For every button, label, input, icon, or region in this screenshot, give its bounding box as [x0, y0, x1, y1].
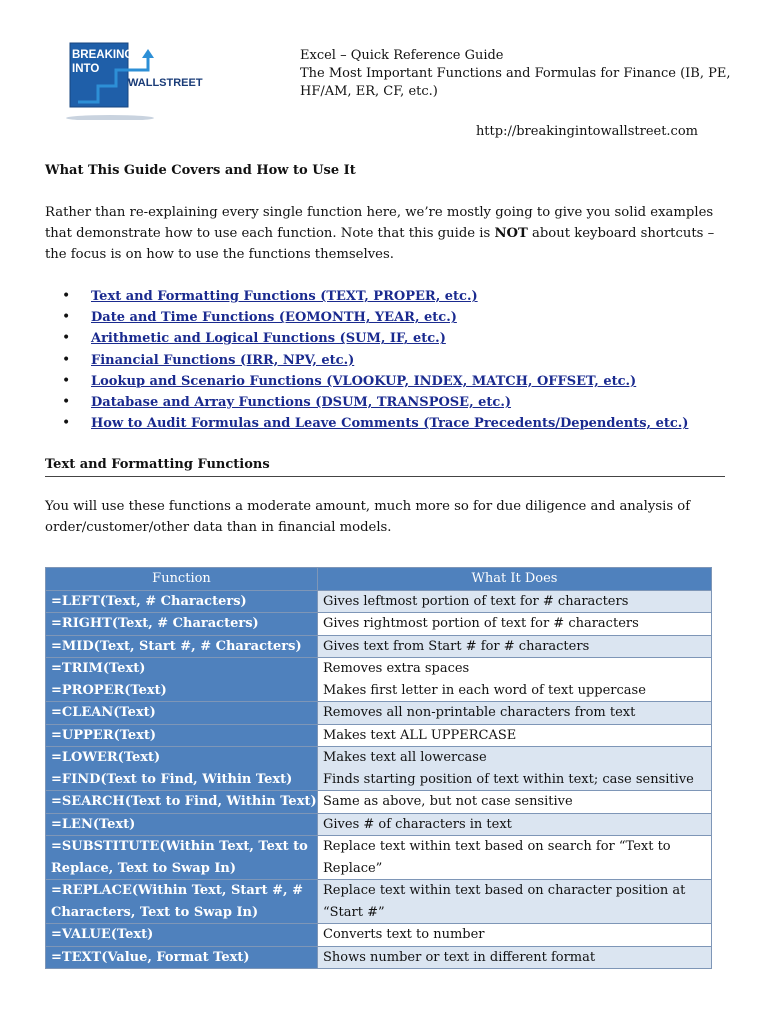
list-item	[62, 286, 688, 307]
doc-subtitle-line-1: The Most Important Functions and Formulas for Finance (IB, PE,	[300, 66, 731, 81]
description-cell	[318, 702, 712, 725]
intro-heading: What This Guide Covers and How to Use It	[45, 163, 356, 178]
function-text: =UPPER(Text)	[51, 727, 157, 743]
function-cell	[46, 747, 318, 791]
breaking-into-wallstreet-logo	[58, 40, 208, 120]
description-cell	[318, 836, 712, 880]
table-body	[46, 590, 712, 969]
logo-graphic	[58, 40, 208, 120]
contents-link-list	[62, 286, 688, 434]
description-text: Replace”	[323, 860, 383, 876]
function-cell	[46, 924, 318, 947]
list-item	[62, 392, 688, 413]
function-reference-table	[45, 567, 712, 969]
function-cell	[46, 791, 318, 814]
site-url[interactable]: http://breakingintowallstreet.com	[475, 124, 698, 139]
function-text: =RIGHT(Text, # Characters)	[51, 616, 259, 631]
function-text: =MID(Text, Start #, # Characters)	[51, 638, 302, 654]
function-cell	[46, 702, 318, 725]
function-text: =FIND(Text to Find, Within Text)	[51, 771, 293, 787]
function-text: Characters, Text to Swap In)	[51, 904, 259, 920]
description-cell	[318, 747, 712, 791]
table-row	[46, 791, 712, 814]
description-text: Gives rightmost portion of text for # characters	[323, 616, 639, 631]
function-cell	[46, 590, 318, 613]
table-row	[46, 813, 712, 836]
doc-subtitle-line-2: HF/AM, ER, CF, etc.)	[300, 84, 438, 99]
column-header-function: Function	[46, 568, 318, 591]
table-row	[46, 658, 712, 702]
function-text: =LOWER(Text)	[51, 750, 161, 765]
description-text: Converts text to number	[323, 927, 485, 942]
description-text: Gives leftmost portion of text for # characters	[323, 593, 629, 609]
function-text: Replace, Text to Swap In)	[51, 860, 237, 876]
list-item	[62, 307, 688, 328]
description-text: Replace text within text based on search for “Text to	[323, 839, 671, 854]
table-row	[46, 747, 712, 791]
table-row	[46, 880, 712, 924]
list-item	[62, 328, 688, 349]
table-row	[46, 635, 712, 658]
function-text: =PROPER(Text)	[51, 682, 167, 698]
description-text: Replace text within text based on character position at	[323, 883, 686, 898]
description-cell	[318, 946, 712, 969]
description-text: Makes first letter in each word of text uppercase	[323, 682, 646, 698]
link-financial[interactable]: Financial Functions (IRR, NPV, etc.)	[91, 352, 355, 368]
column-header-what-it-does: What It Does	[318, 568, 712, 591]
function-text: =SUBSTITUTE(Within Text, Text to	[51, 839, 308, 854]
intro-emphasis: NOT	[494, 226, 528, 241]
doc-title: Excel – Quick Reference Guide	[300, 48, 504, 63]
description-text: Makes text ALL UPPERCASE	[323, 727, 517, 743]
link-audit-formulas[interactable]: How to Audit Formulas and Leave Comments (Trace Precedents/Dependents, etc.)	[91, 416, 689, 432]
description-cell	[318, 880, 712, 924]
intro-text-2: about keyboard shortcuts – the focus is on how to use the functions themselves.	[45, 226, 715, 262]
function-text: =SEARCH(Text to Find, Within Text)	[51, 794, 317, 809]
description-text: Gives text from Start # for # characters	[323, 638, 590, 654]
intro-paragraph	[45, 202, 725, 265]
description-cell	[318, 791, 712, 814]
svg-text:INTO: INTO	[72, 63, 100, 75]
list-item	[62, 413, 688, 434]
intro-text-1: Rather than re-explaining every single function here, we’re mostly going to give you solid examples that demonstrate how to use each function. Note that this guide is	[45, 205, 714, 241]
description-text: Removes all non-printable characters from text	[323, 705, 636, 720]
svg-text:BREAKING: BREAKING	[72, 49, 134, 61]
description-text: “Start #”	[323, 904, 385, 920]
link-text-formatting[interactable]: Text and Formatting Functions (TEXT, PROPER, etc.)	[91, 289, 478, 304]
link-arithmetic-logical[interactable]: Arithmetic and Logical Functions (SUM, IF, etc.)	[91, 331, 446, 347]
description-text: Removes extra spaces	[323, 661, 470, 676]
description-text: Gives # of characters in text	[323, 816, 512, 832]
function-text: =TRIM(Text)	[51, 661, 146, 676]
function-cell	[46, 946, 318, 969]
link-database-array[interactable]: Database and Array Functions (DSUM, TRANSPOSE, etc.)	[91, 394, 512, 410]
description-text: Same as above, but not case sensitive	[323, 794, 573, 809]
function-text: =LEFT(Text, # Characters)	[51, 593, 247, 609]
function-text: =LEN(Text)	[51, 816, 136, 832]
list-item	[62, 350, 688, 371]
table-row	[46, 836, 712, 880]
description-cell	[318, 635, 712, 658]
description-cell	[318, 590, 712, 613]
function-cell	[46, 635, 318, 658]
function-cell	[46, 658, 318, 702]
function-cell	[46, 813, 318, 836]
table-row	[46, 724, 712, 747]
table-row	[46, 590, 712, 613]
link-date-time[interactable]: Date and Time Functions (EOMONTH, YEAR, etc.)	[91, 310, 457, 326]
function-text: =REPLACE(Within Text, Start #, #	[51, 883, 303, 898]
function-cell	[46, 880, 318, 924]
section-divider	[45, 476, 725, 477]
description-cell	[318, 658, 712, 702]
section-heading: Text and Formatting Functions	[45, 457, 270, 472]
description-text: Finds starting position of text within text; case sensitive	[323, 771, 694, 787]
function-text: =CLEAN(Text)	[51, 705, 156, 720]
list-item	[62, 371, 688, 392]
table-row	[46, 924, 712, 947]
document-header	[300, 47, 731, 101]
table-row	[46, 613, 712, 636]
function-cell	[46, 613, 318, 636]
description-cell	[318, 924, 712, 947]
table-header-row	[46, 568, 712, 591]
description-cell	[318, 724, 712, 747]
link-lookup-scenario[interactable]: Lookup and Scenario Functions (VLOOKUP, INDEX, MATCH, OFFSET, etc.)	[91, 373, 637, 389]
table-row	[46, 702, 712, 725]
description-text: Shows number or text in different format	[323, 949, 596, 965]
svg-text:WALLSTREET: WALLSTREET	[128, 77, 203, 89]
table-row	[46, 946, 712, 969]
function-text: =TEXT(Value, Format Text)	[51, 949, 250, 965]
description-cell	[318, 813, 712, 836]
function-text: =VALUE(Text)	[51, 927, 154, 942]
function-cell	[46, 836, 318, 880]
description-text: Makes text all lowercase	[323, 750, 487, 765]
description-cell	[318, 613, 712, 636]
function-cell	[46, 724, 318, 747]
section-paragraph: You will use these functions a moderate amount, much more so for due diligence and analysis of order/customer/other data than in financial models.	[45, 499, 691, 535]
